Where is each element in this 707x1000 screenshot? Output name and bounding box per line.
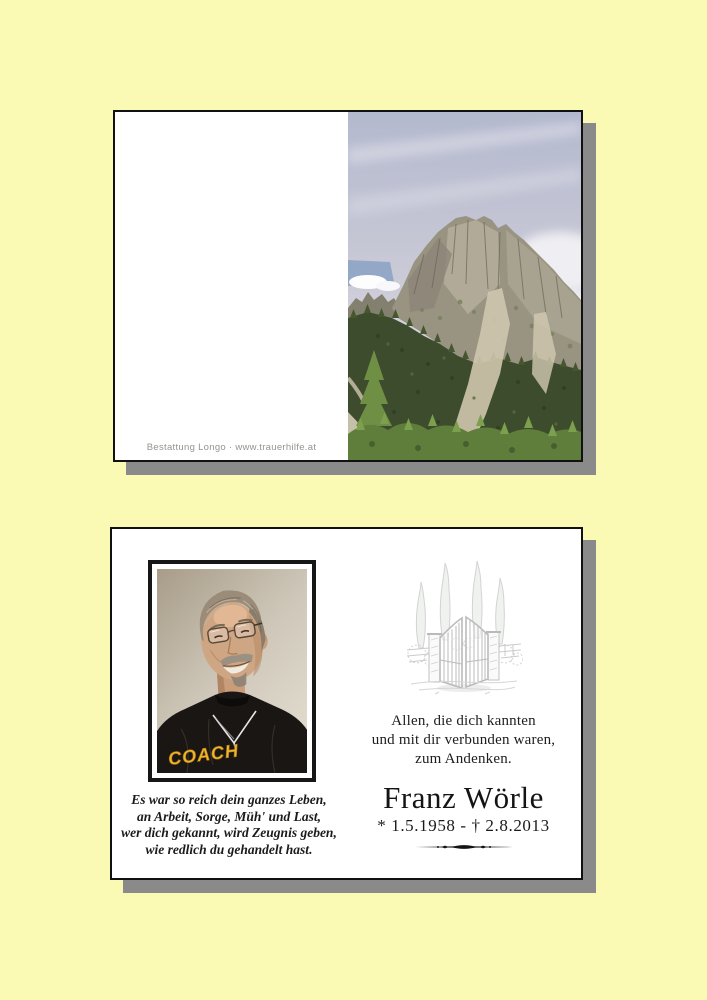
gate-pillars — [427, 632, 501, 682]
portrait-column — [112, 529, 346, 874]
ornamental-divider — [414, 842, 514, 852]
dedication-line: zum Andenken. — [415, 751, 512, 767]
poem-line: Es war so reich dein ganzes Leben, — [131, 792, 327, 807]
portrait-photo — [157, 569, 307, 773]
portrait-photo-frame — [148, 560, 316, 782]
mountain-landscape-photo — [348, 112, 581, 460]
dedication-line: Allen, die dich kannten — [391, 713, 536, 729]
poem-line: an Arbeit, Sorge, Müh' und Last, — [136, 808, 322, 824]
memorial-card-inner-spread — [110, 527, 583, 880]
memorial-card-outer-spread — [113, 110, 583, 462]
dedication-text — [372, 712, 555, 769]
birth-death-dates: * 1.5.1958 - † 2.8.2013 — [377, 816, 550, 835]
publisher-line: Bestattung Longo · www.trauerhilfe.at — [146, 442, 317, 453]
shirt-coach-text: COACH — [167, 740, 240, 769]
card-back-panel — [115, 112, 348, 460]
deceased-name: Franz Wörle — [383, 780, 544, 815]
memorial-column — [346, 529, 581, 874]
dedication-line: und mit dir verbunden waren, — [371, 732, 556, 748]
garden-gate-drawing — [405, 560, 523, 696]
card-cover-panel — [348, 112, 581, 460]
memorial-poem — [106, 792, 352, 858]
poem-line: wer dich gekannt, wird Zeugnis geben, — [121, 825, 337, 840]
poem-line: wie redlich du gehandelt hast. — [145, 841, 313, 857]
